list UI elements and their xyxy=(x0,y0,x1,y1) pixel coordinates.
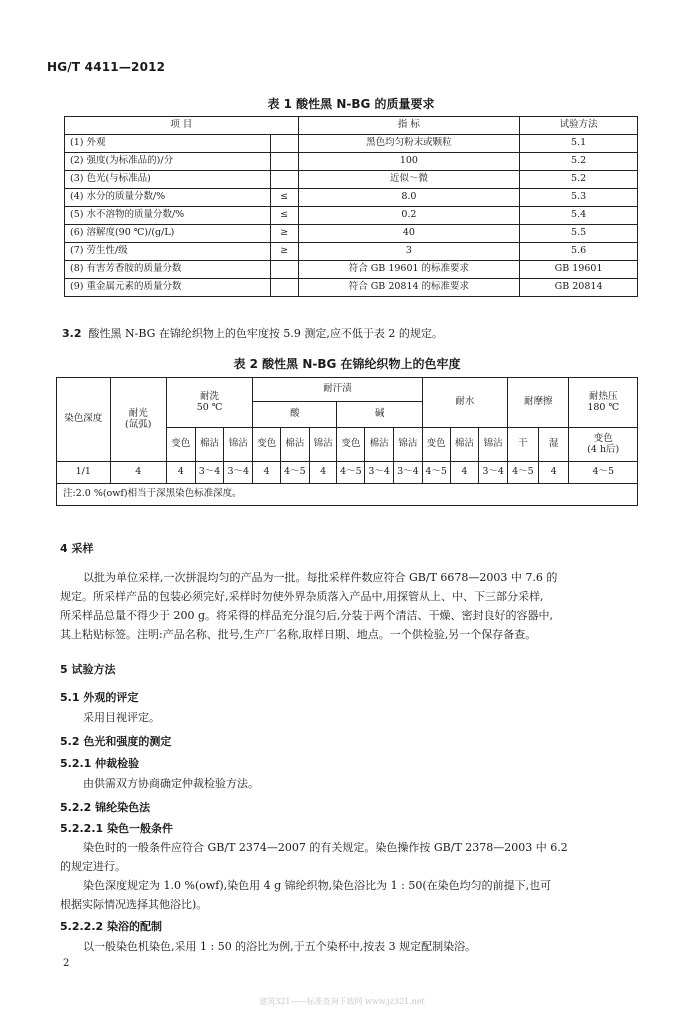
section-5-title: 5 试验方法 xyxy=(60,663,116,676)
table-note: 注:2.0 %(owf)相当于深黑染色标准深度。 xyxy=(57,484,638,506)
header-sweat: 耐汗渍 xyxy=(253,378,423,402)
sign-cell: ≤ xyxy=(270,189,298,207)
item-cell: (7) 劳生性/级 xyxy=(65,243,271,261)
value-cell: 4～5 xyxy=(569,462,638,484)
method-cell: 5.1 xyxy=(520,135,638,153)
paragraph-line: 规定。所采样产品的包装必须完好,采样时勿使外界杂质落入产品中,用探管从上、中、下三部分采样, xyxy=(60,590,544,603)
sub-header: 锦沾 xyxy=(479,428,508,462)
header-item: 项 目 xyxy=(65,117,299,135)
section-4-body xyxy=(60,568,640,644)
value-cell: 3～4 xyxy=(365,462,394,484)
header-heat-label: 耐热压 xyxy=(588,391,618,403)
sign-cell xyxy=(270,135,298,153)
value-cell: 4 xyxy=(166,462,195,484)
paragraph-line: 根据实际情况选择其他浴比)。 xyxy=(60,898,208,911)
header-water: 耐水 xyxy=(422,378,507,428)
section-4-title: 4 采样 xyxy=(60,542,94,555)
clause-5-2-2-1-body xyxy=(60,838,640,914)
quality-requirements-table xyxy=(64,116,638,297)
sign-cell: ≥ xyxy=(270,243,298,261)
method-cell: 5.2 xyxy=(520,153,638,171)
item-cell: (4) 水分的质量分数/% xyxy=(65,189,271,207)
method-cell: 5.5 xyxy=(520,225,638,243)
sign-cell: ≤ xyxy=(270,207,298,225)
method-cell: 5.6 xyxy=(520,243,638,261)
table-note-row xyxy=(57,484,638,506)
sub-header: 棉沾 xyxy=(365,428,394,462)
sub-header: 锦沾 xyxy=(309,428,337,462)
method-cell: GB 20814 xyxy=(520,279,638,297)
paragraph-line: 染色时的一般条件应符合 GB/T 2374—2007 的有关规定。染色操作按 GB/T 2378—2003 中 6.2 xyxy=(83,841,568,854)
sign-cell xyxy=(270,171,298,189)
clause-5-2-title: 5.2 色光和强度的测定 xyxy=(60,735,172,748)
sub-header-heat xyxy=(569,428,638,462)
clause-number: 3.2 xyxy=(62,327,82,340)
header-spec: 指 标 xyxy=(298,117,520,135)
item-cell: (6) 溶解度(90 ℃)/(g/L) xyxy=(65,225,271,243)
sub-header: 变色 xyxy=(166,428,195,462)
header-row-1 xyxy=(57,378,638,402)
header-light-label: 耐光 xyxy=(128,408,148,420)
sign-cell xyxy=(270,153,298,171)
table-row xyxy=(65,225,638,243)
method-cell: 5.3 xyxy=(520,189,638,207)
heat-sub-label: 变色 xyxy=(593,433,613,445)
document-code: HG/T 4411—2012 xyxy=(47,60,166,74)
spec-cell: 黑色均匀粉末或颗粒 xyxy=(298,135,520,153)
item-cell: (1) 外观 xyxy=(65,135,271,153)
header-method: 试验方法 xyxy=(520,117,638,135)
paragraph-line: 其上粘贴标签。注明:产品名称、批号,生产厂名称,取样日期、地点。一个供检验,另一个保存备查。 xyxy=(60,628,537,641)
spec-cell: 3 xyxy=(298,243,520,261)
value-cell: 1/1 xyxy=(57,462,111,484)
table-row xyxy=(65,261,638,279)
item-cell: (5) 水不溶物的质量分数/% xyxy=(65,207,271,225)
header-alkali: 碱 xyxy=(337,402,422,428)
spec-cell: 0.2 xyxy=(298,207,520,225)
page-number: 2 xyxy=(63,958,70,969)
clause-3-2 xyxy=(62,324,638,343)
paragraph-line: 染色深度规定为 1.0 %(owf),染色用 4 g 锦纶织物,染色浴比为 1 : 50(在染色均匀的前提下,也可 xyxy=(83,879,552,892)
table-row xyxy=(57,462,638,484)
value-cell: 3～4 xyxy=(224,462,253,484)
method-cell: 5.2 xyxy=(520,171,638,189)
method-cell: 5.4 xyxy=(520,207,638,225)
value-cell: 4 xyxy=(538,462,569,484)
spec-cell: 8.0 xyxy=(298,189,520,207)
sign-cell: ≥ xyxy=(270,225,298,243)
item-cell: (3) 色光(与标准品) xyxy=(65,171,271,189)
table-row xyxy=(65,243,638,261)
item-cell: (9) 重金属元素的质量分数 xyxy=(65,279,271,297)
header-light xyxy=(110,378,166,462)
spec-cell: 符合 GB 19601 的标准要求 xyxy=(298,261,520,279)
sub-header: 棉沾 xyxy=(450,428,479,462)
header-wash xyxy=(166,378,252,428)
spec-cell: 40 xyxy=(298,225,520,243)
watermark: 建筑321——标准查询下载网 www.jz321.net xyxy=(259,997,425,1006)
clause-5-1-title: 5.1 外观的评定 xyxy=(60,691,139,704)
paragraph-line: 的规定进行。 xyxy=(60,860,126,873)
color-fastness-table xyxy=(56,377,638,506)
clause-5-2-1-title: 5.2.1 仲裁检验 xyxy=(60,757,140,770)
table-row xyxy=(65,189,638,207)
table-row xyxy=(65,207,638,225)
value-cell: 4 xyxy=(253,462,281,484)
spec-cell: 符合 GB 20814 的标准要求 xyxy=(298,279,520,297)
value-cell: 4 xyxy=(309,462,337,484)
clause-5-2-2-title: 5.2.2 锦纶染色法 xyxy=(60,801,151,814)
paragraph-line: 以批为单位采样,一次拼混均匀的产品为一批。每批采样件数应符合 GB/T 6678—2003 中 7.6 的 xyxy=(83,571,558,584)
header-acid: 酸 xyxy=(253,402,337,428)
value-cell: 4 xyxy=(450,462,479,484)
table-row xyxy=(65,279,638,297)
value-cell: 4～5 xyxy=(337,462,365,484)
sub-header: 棉沾 xyxy=(195,428,224,462)
header-heat-temp: 180 ℃ xyxy=(587,401,620,413)
header-wash-temp: 50 ℃ xyxy=(196,401,223,413)
clause-text: 酸性黑 N-BG 在锦纶织物上的色牢度按 5.9 测定,应不低于表 2 的规定。 xyxy=(88,327,443,340)
sub-header: 湿 xyxy=(538,428,569,462)
value-cell: 3～4 xyxy=(393,462,422,484)
clause-5-2-2-2-text: 以一般染色机染色,采用 1 : 50 的浴比为例,于五个染杯中,按表 3 规定配制染浴。 xyxy=(83,940,477,953)
spec-cell: 100 xyxy=(298,153,520,171)
paragraph-line: 所采样品总量不得少于 200 g。将采得的样品充分混匀后,分装于两个清洁、干燥、密封良好的容器中, xyxy=(60,609,554,622)
sub-header: 干 xyxy=(508,428,539,462)
value-cell: 3～4 xyxy=(195,462,224,484)
clause-5-2-2-1-title: 5.2.2.1 染色一般条件 xyxy=(60,822,173,835)
value-cell: 4～5 xyxy=(508,462,539,484)
clause-5-1-text: 采用目视评定。 xyxy=(83,711,160,724)
value-cell: 4～5 xyxy=(422,462,450,484)
value-cell: 4 xyxy=(110,462,166,484)
sub-header: 锦沾 xyxy=(393,428,422,462)
header-heat xyxy=(569,378,638,428)
table1-caption: 表 1 酸性黑 N-BG 的质量要求 xyxy=(267,97,435,111)
value-cell: 4～5 xyxy=(280,462,309,484)
table-row xyxy=(65,153,638,171)
item-cell: (2) 强度(为标准品的)/分 xyxy=(65,153,271,171)
sign-cell xyxy=(270,279,298,297)
sub-header: 棉沾 xyxy=(280,428,309,462)
value-cell: 3～4 xyxy=(479,462,508,484)
sign-cell xyxy=(270,261,298,279)
sub-header: 变色 xyxy=(422,428,450,462)
heat-sub-note: (4 h后) xyxy=(587,443,620,455)
header-light-sub: (氙弧) xyxy=(125,418,152,430)
sub-header: 变色 xyxy=(253,428,281,462)
item-cell: (8) 有害芳香胺的质量分数 xyxy=(65,261,271,279)
spec-cell: 近似～微 xyxy=(298,171,520,189)
table2-caption: 表 2 酸性黑 N-BG 在锦纶织物上的色牢度 xyxy=(233,357,461,371)
clause-5-2-2-2-title: 5.2.2.2 染浴的配制 xyxy=(60,920,162,933)
method-cell: GB 19601 xyxy=(520,261,638,279)
header-depth: 染色深度 xyxy=(57,378,111,462)
header-rub: 耐摩擦 xyxy=(508,378,569,428)
sub-header: 变色 xyxy=(337,428,365,462)
clause-5-2-1-text: 由供需双方协商确定仲裁检验方法。 xyxy=(83,777,259,790)
table-row xyxy=(65,171,638,189)
table-header-row xyxy=(65,117,638,135)
table-row xyxy=(65,135,638,153)
header-wash-label: 耐洗 xyxy=(200,391,220,403)
sub-header: 锦沾 xyxy=(224,428,253,462)
